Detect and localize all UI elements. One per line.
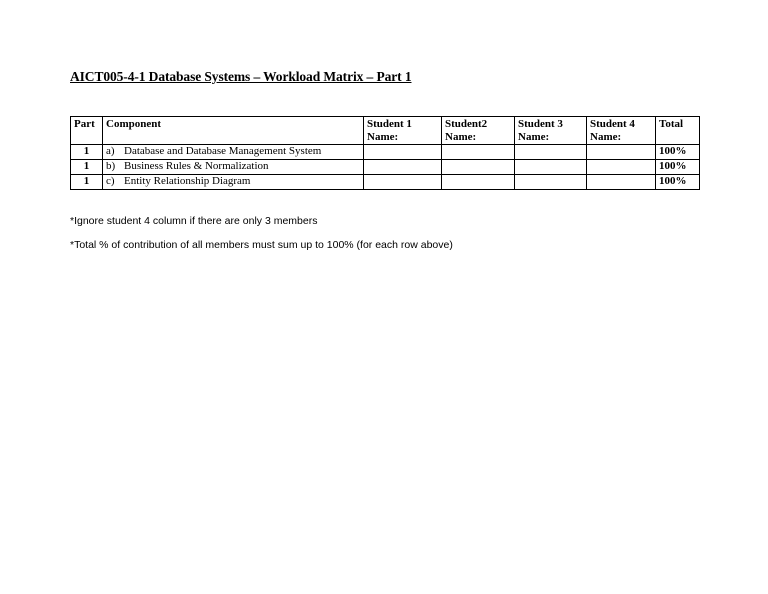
header-student-2 <box>442 117 515 145</box>
student-4-cell[interactable] <box>587 145 656 160</box>
component-name: Database and Database Management System <box>124 145 322 157</box>
component-cell <box>103 160 364 175</box>
total-cell: 100% <box>656 175 700 190</box>
note-ignore-student-4: *Ignore student 4 column if there are only 3 members <box>70 215 318 227</box>
table-row <box>71 145 700 160</box>
table-row <box>71 175 700 190</box>
table-header-row <box>71 117 700 145</box>
total-cell: 100% <box>656 145 700 160</box>
total-cell: 100% <box>656 160 700 175</box>
component-letter: c) <box>106 175 115 187</box>
student-2-cell[interactable] <box>442 175 515 190</box>
note-total-contribution: *Total % of contribution of all members must sum up to 100% (for each row above) <box>70 239 453 251</box>
header-student-1-name: Name: <box>367 130 399 143</box>
header-student-4 <box>587 117 656 145</box>
student-1-cell[interactable] <box>364 160 442 175</box>
component-cell <box>103 145 364 160</box>
student-3-cell[interactable] <box>515 145 587 160</box>
student-2-cell[interactable] <box>442 160 515 175</box>
header-student-4-label: Student 4 <box>590 118 635 130</box>
component-cell <box>103 175 364 190</box>
header-student-4-name: Name: <box>590 130 622 143</box>
component-letter: a) <box>106 145 115 157</box>
component-letter: b) <box>106 160 116 172</box>
student-4-cell[interactable] <box>587 160 656 175</box>
header-student-2-label: Student2 <box>445 118 488 130</box>
header-part: Part <box>71 117 103 145</box>
part-cell: 1 <box>71 175 103 190</box>
header-total: Total <box>656 117 700 145</box>
student-1-cell[interactable] <box>364 175 442 190</box>
student-3-cell[interactable] <box>515 160 587 175</box>
header-component: Component <box>103 117 364 145</box>
student-3-cell[interactable] <box>515 175 587 190</box>
workload-matrix-table <box>70 116 700 190</box>
header-student-2-name: Name: <box>445 130 477 143</box>
student-1-cell[interactable] <box>364 145 442 160</box>
student-4-cell[interactable] <box>587 175 656 190</box>
header-student-3 <box>515 117 587 145</box>
component-name: Entity Relationship Diagram <box>124 175 251 187</box>
header-student-3-label: Student 3 <box>518 118 563 130</box>
table-row <box>71 160 700 175</box>
document-title: AICT005-4-1 Database Systems – Workload Matrix – Part 1 <box>70 69 412 84</box>
student-2-cell[interactable] <box>442 145 515 160</box>
header-student-1 <box>364 117 442 145</box>
part-cell: 1 <box>71 145 103 160</box>
header-student-3-name: Name: <box>518 130 550 143</box>
part-cell: 1 <box>71 160 103 175</box>
header-student-1-label: Student 1 <box>367 118 412 130</box>
component-name: Business Rules & Normalization <box>124 160 269 172</box>
